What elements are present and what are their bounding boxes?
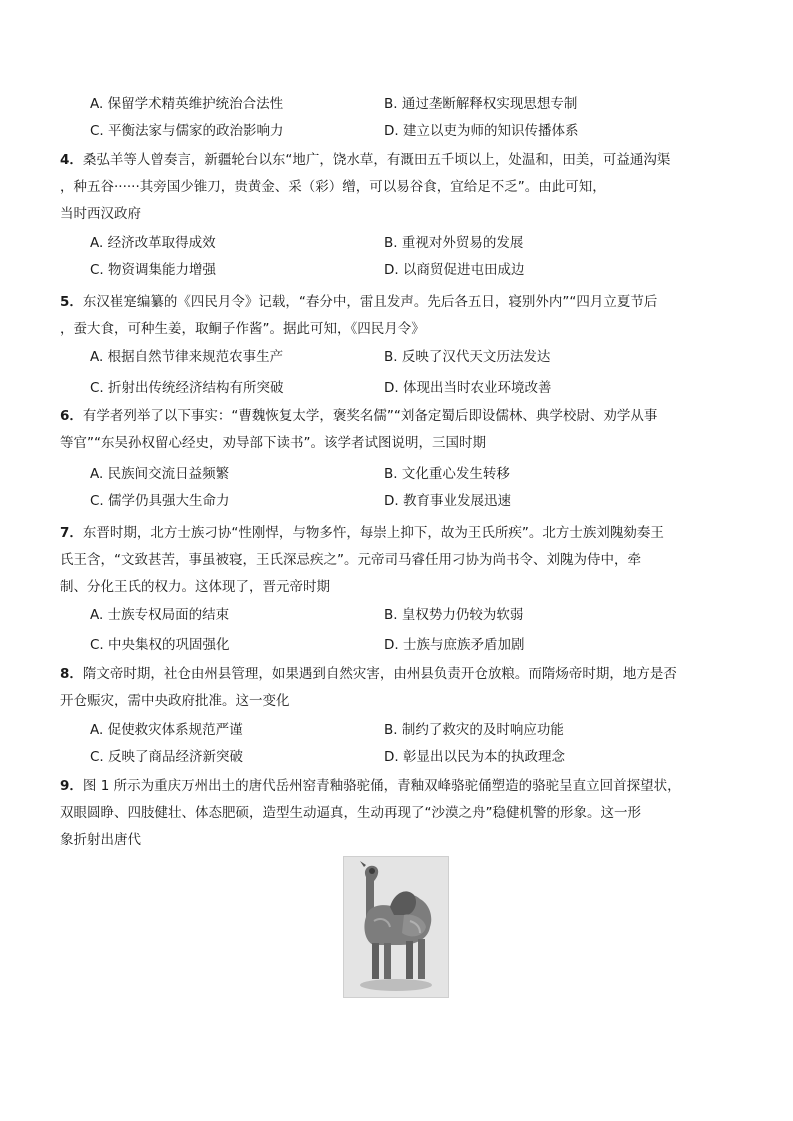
q6-stem-text-1: 有学者列举了以下事实：“曹魏恢复太学，褒奖名儒”“刘备定蜀后即设儒林、典学校尉、劝学从事 bbox=[82, 408, 658, 424]
q4-options-row-2 bbox=[90, 260, 730, 280]
q9-stem-line-2 bbox=[60, 803, 740, 823]
q8-options-row-2 bbox=[90, 747, 730, 767]
q5-option-b[interactable]: B. 反映了汉代天文历法发达 bbox=[384, 349, 551, 365]
q4-stem-line-1 bbox=[60, 150, 740, 170]
q8-stem-line-2 bbox=[60, 691, 740, 711]
q4-option-a[interactable]: A. 经济改革取得成效 bbox=[90, 235, 216, 251]
q7-stem-line-1 bbox=[60, 523, 740, 543]
q6-stem-text-2: 等官”“东吴孙权留心经史，劝导部下读书”。该学者试图说明，三国时期 bbox=[60, 435, 486, 451]
q7-stem-line-3 bbox=[60, 577, 740, 597]
q7-number: 7． bbox=[60, 525, 83, 541]
q5-stem-line-2 bbox=[60, 319, 740, 339]
q7-stem-line-2 bbox=[60, 550, 740, 570]
q6-option-b[interactable]: B. 文化重心发生转移 bbox=[384, 466, 510, 482]
q3-option-a[interactable]: A. 保留学术精英维护统治合法性 bbox=[90, 96, 284, 112]
q6-options-row-1 bbox=[90, 464, 730, 484]
q3-option-d[interactable]: D. 建立以吏为师的知识传播体系 bbox=[384, 123, 579, 139]
q4-stem-line-2 bbox=[60, 177, 740, 197]
q7-stem-text-1: 东晋时期，北方士族刁协“性刚悍，与物多忤，每崇上抑下，故为王氏所疾”。北方士族刘隗劾奏王 bbox=[82, 525, 664, 541]
q8-option-a[interactable]: A. 促使救灾体系规范严谨 bbox=[90, 722, 243, 738]
q3-option-b[interactable]: B. 通过垄断解释权实现思想专制 bbox=[384, 96, 578, 112]
q8-stem-line-1 bbox=[60, 664, 740, 684]
q4-stem-text-3: 当时西汉政府 bbox=[60, 206, 141, 222]
q6-number: 6． bbox=[60, 408, 83, 424]
q7-options-row-1 bbox=[90, 605, 730, 625]
q5-stem-text-2: ，蚕大食，可种生姜，取鲖子作酱”。据此可知，《四民月令》 bbox=[60, 321, 425, 337]
q4-option-d[interactable]: D. 以商贸促进屯田成边 bbox=[384, 262, 525, 278]
q5-options-row-2 bbox=[90, 378, 730, 398]
q7-options-row-2 bbox=[90, 635, 730, 655]
q6-stem-line-1 bbox=[60, 406, 740, 426]
q9-stem-text-3: 象折射出唐代 bbox=[60, 832, 141, 848]
q7-option-d[interactable]: D. 士族与庶族矛盾加剧 bbox=[384, 637, 525, 653]
q4-stem-text-1: 桑弘羊等人曾奏言，新疆轮台以东“地广，饶水草，有溉田五千顷以上，处温和，田美，可益通沟渠 bbox=[82, 152, 671, 168]
q7-stem-text-2: 氏王含，“文致甚苦，事虽被寝，王氏深忌疾之”。元帝司马睿任用刁协为尚书令、刘隗为侍中，牵 bbox=[60, 552, 641, 568]
q5-option-d[interactable]: D. 体现出当时农业环境改善 bbox=[384, 380, 552, 396]
q7-option-a[interactable]: A. 士族专权局面的结束 bbox=[90, 607, 230, 623]
q9-stem-line-1 bbox=[60, 776, 740, 796]
q8-stem-text-2: 开仓赈灾，需中央政府批准。这一变化 bbox=[60, 693, 290, 709]
q6-stem-line-2 bbox=[60, 433, 740, 453]
q5-option-a[interactable]: A. 根据自然节律来规范农事生产 bbox=[90, 349, 284, 365]
q6-options-row-2 bbox=[90, 491, 730, 511]
q4-option-b[interactable]: B. 重视对外贸易的发展 bbox=[384, 235, 524, 251]
q4-stem-line-3 bbox=[60, 204, 740, 224]
q8-number: 8． bbox=[60, 666, 83, 682]
q4-options-row-1 bbox=[90, 233, 730, 253]
q9-stem-text-2: 双眼圆睁、四肢健壮、体态肥硕，造型生动逼真，生动再现了“沙漠之舟”稳健机警的形象。这一形 bbox=[60, 805, 641, 821]
q3-options-row-2 bbox=[90, 121, 730, 141]
q6-option-d[interactable]: D. 教育事业发展迅速 bbox=[384, 493, 511, 509]
q9-stem-text-1: 图 1 所示为重庆万州出土的唐代岳州窑青釉骆驼俑，青釉双峰骆驼俑塑造的骆驼呈直立回首探望状， bbox=[82, 778, 681, 794]
q9-number: 9． bbox=[60, 778, 83, 794]
q7-stem-text-3: 制、分化王氏的权力。这体现了，晋元帝时期 bbox=[60, 579, 330, 595]
q8-option-c[interactable]: C. 反映了商品经济新突破 bbox=[90, 749, 244, 765]
q8-stem-text-1: 隋文帝时期，社仓由州县管理，如果遇到自然灾害，由州县负责开仓放粮。而隋炀帝时期，地方是否 bbox=[82, 666, 677, 682]
q5-option-c[interactable]: C. 折射出传统经济结构有所突破 bbox=[90, 380, 284, 396]
q8-option-d[interactable]: D. 彰显出以民为本的执政理念 bbox=[384, 749, 565, 765]
q5-number: 5． bbox=[60, 294, 83, 310]
q6-option-c[interactable]: C. 儒学仍具强大生命力 bbox=[90, 493, 230, 509]
q7-option-c[interactable]: C. 中央集权的巩固强化 bbox=[90, 637, 230, 653]
q5-options-row-1 bbox=[90, 347, 730, 367]
camel-figurine-image bbox=[343, 856, 449, 998]
q4-stem-text-2: ，种五谷······其旁国少锥刀，贵黄金、采（彩）缯，可以易谷食，宜给足不乏”。由此可知， bbox=[60, 179, 606, 195]
q5-stem-text-1: 东汉崔寔编纂的《四民月令》记载，“春分中，雷且发声。先后各五日，寝别外内”“四月立夏节后 bbox=[82, 294, 658, 310]
q4-number: 4． bbox=[60, 152, 83, 168]
q3-option-c[interactable]: C. 平衡法家与儒家的政治影响力 bbox=[90, 123, 284, 139]
q4-option-c[interactable]: C. 物资调集能力增强 bbox=[90, 262, 217, 278]
q5-stem-line-1 bbox=[60, 292, 740, 312]
q8-options-row-1 bbox=[90, 720, 730, 740]
q7-option-b[interactable]: B. 皇权势力仍较为软弱 bbox=[384, 607, 524, 623]
q9-stem-line-3 bbox=[60, 830, 740, 850]
q6-option-a[interactable]: A. 民族间交流日益频繁 bbox=[90, 466, 230, 482]
q3-options-row-1 bbox=[90, 94, 730, 114]
q8-option-b[interactable]: B. 制约了救灾的及时响应功能 bbox=[384, 722, 564, 738]
camel-figurine-icon bbox=[344, 857, 448, 997]
